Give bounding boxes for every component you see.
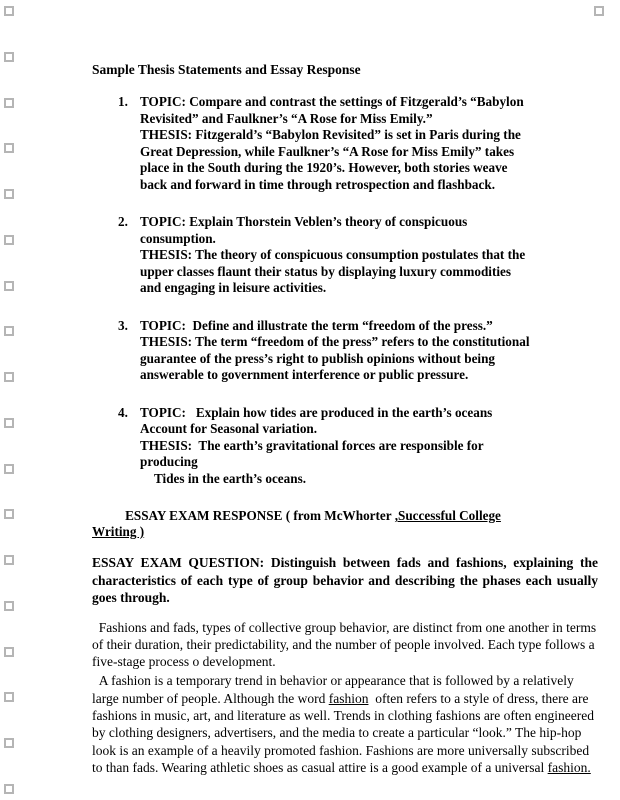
topic-text: Explain Thorstein Veblen’s theory of conspicuous consumption. bbox=[140, 214, 471, 246]
list-item bbox=[92, 94, 534, 193]
border-square-icon bbox=[4, 189, 14, 199]
topic-label: TOPIC: bbox=[140, 404, 186, 420]
thesis-text: Fitzgerald’s “Babylon Revisited” is set in Paris during the Great Depression, while Faulkner’s “A Rose for Miss Emily” takes place in the South during the 1920’s. However, both stories weave back and forward in time through retrospection and flashback. bbox=[140, 127, 525, 192]
border-square-icon bbox=[4, 281, 14, 291]
essay-exam-question bbox=[92, 554, 602, 607]
document-body bbox=[92, 62, 602, 776]
border-square-icon bbox=[4, 235, 14, 245]
thesis-label: THESIS: bbox=[140, 127, 193, 142]
border-square-icon bbox=[4, 418, 14, 428]
list-item-number: 3. bbox=[118, 317, 128, 333]
border-square-icon bbox=[4, 6, 14, 16]
topic-paragraph bbox=[140, 214, 534, 247]
heading-underlined-text: Writing ) bbox=[92, 524, 145, 539]
list-item bbox=[92, 318, 534, 384]
border-square-icon bbox=[4, 784, 14, 794]
border-square-icon bbox=[4, 143, 14, 153]
page-border-left bbox=[4, 6, 14, 794]
topic-label: TOPIC: bbox=[140, 317, 186, 333]
border-square-icon bbox=[4, 509, 14, 519]
list-item-number: 4. bbox=[118, 404, 128, 420]
thesis-paragraph bbox=[140, 334, 534, 384]
heading-text: ESSAY EXAM RESPONSE ( from McWhorter bbox=[125, 508, 395, 523]
thesis-text: The earth’s gravitational forces are responsible for producing bbox=[140, 437, 487, 469]
thesis-label: THESIS: bbox=[140, 437, 193, 453]
list-item-number: 1. bbox=[118, 94, 128, 109]
exam-question-text: Distinguish between fads and fashions, explaining the characteristics of each type of group behavior and describing the phases each usually goes through. bbox=[92, 555, 602, 606]
essay-response-heading-line1 bbox=[92, 508, 534, 524]
thesis-list bbox=[92, 94, 534, 487]
border-square-icon bbox=[4, 464, 14, 474]
topic-paragraph bbox=[140, 405, 534, 438]
thesis-paragraph bbox=[140, 438, 534, 488]
border-square-icon bbox=[4, 52, 14, 62]
topic-paragraph bbox=[140, 318, 534, 335]
thesis-label: THESIS: bbox=[140, 247, 193, 262]
underlined-word: fashion. bbox=[547, 759, 591, 775]
thesis-paragraph bbox=[140, 127, 534, 193]
thesis-text-line2: Tides in the earth’s oceans. bbox=[154, 470, 307, 486]
essay-response-heading-line2 bbox=[92, 524, 534, 540]
border-square-icon bbox=[4, 555, 14, 565]
paragraph-text: A fashion is a temporary trend in behavior or appearance that is followed by a relatively large number of people. Although the word bbox=[92, 673, 578, 706]
topic-label: TOPIC: bbox=[140, 94, 186, 109]
border-square-icon bbox=[4, 738, 14, 748]
list-item bbox=[92, 405, 534, 488]
heading-underlined-text: ,Successful College bbox=[394, 508, 501, 523]
border-square-icon bbox=[4, 98, 14, 108]
page-title: Sample Thesis Statements and Essay Response bbox=[92, 62, 361, 77]
thesis-text: The theory of conspicuous consumption postulates that the upper classes flaunt their status by displaying luxury commodities and engaging in leisure activities. bbox=[140, 247, 529, 295]
thesis-label: THESIS: bbox=[140, 334, 193, 349]
thesis-paragraph bbox=[140, 247, 534, 297]
border-square-icon bbox=[4, 692, 14, 702]
underlined-word: fashion bbox=[328, 690, 369, 706]
exam-question-label: ESSAY EXAM QUESTION: bbox=[92, 555, 265, 570]
essay-response-heading bbox=[92, 508, 534, 540]
body-paragraph: Fashions and fads, types of collective group behavior, are distinct from one another in terms of their duration, their predictability, and the number of people involved. Each type follows a five-stage process o development. bbox=[92, 619, 600, 670]
thesis-text: The term “freedom of the press” refers to the constitutional guarantee of the press’s right to publish opinions without being answerable to government interference or public pressure. bbox=[140, 334, 533, 382]
border-square-icon bbox=[4, 647, 14, 657]
border-square-icon bbox=[4, 372, 14, 382]
topic-text: Define and illustrate the term “freedom of the press.” bbox=[185, 317, 493, 333]
topic-paragraph bbox=[140, 94, 534, 127]
list-item bbox=[92, 214, 534, 297]
list-item-number: 2. bbox=[118, 214, 128, 229]
topic-label: TOPIC: bbox=[140, 214, 186, 229]
topic-text: Compare and contrast the settings of Fitzgerald’s “Babylon Revisited” and Faulkner’s “A Rose for Miss Emily.” bbox=[140, 94, 527, 126]
body-paragraph bbox=[92, 672, 598, 776]
border-square-icon bbox=[4, 326, 14, 336]
border-square-icon bbox=[4, 601, 14, 611]
paragraph-text: often refers to a style of dress, there are fashions in music, art, and literature as well. Trends in clothing fashions are often engineered by clothing designers, advertisers, and the media to create a particular “look.” The hip-hop look is an example of a heavily promoted fashion. Fashions are more universally subscribed to than fads. Wearing athletic shoes as casual attire is a good example of a universal bbox=[92, 690, 598, 775]
border-square-icon bbox=[594, 6, 604, 16]
topic-text: Explain how tides are produced in the earth’s oceans Account for Seasonal variation. bbox=[140, 404, 495, 436]
